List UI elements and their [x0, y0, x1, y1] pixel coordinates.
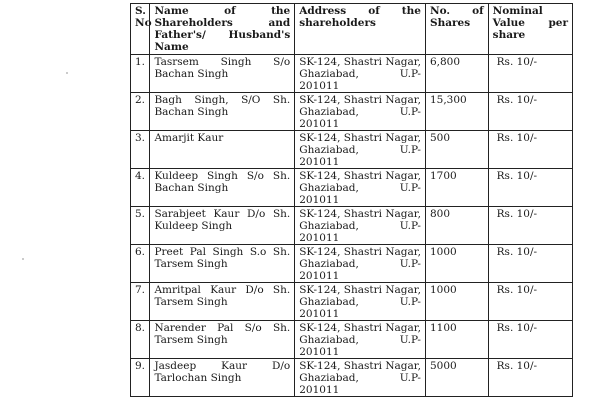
cell-name: Amritpal Kaur D/o Sh. Tarsem Singh	[150, 283, 295, 321]
cell-name: Jasdeep Kaur D/o Tarlochan Singh	[150, 359, 295, 397]
cell-shares: 15,300	[425, 93, 488, 131]
cell-nominal: Rs. 10/-	[488, 93, 572, 131]
header-shares: No. of Shares	[425, 4, 488, 55]
cell-shares: 1700	[425, 169, 488, 207]
table-row	[131, 131, 573, 169]
cell-sno: 3.	[131, 131, 150, 169]
cell-address: SK-124, Shastri Nagar, Ghaziabad, U.P-201011	[295, 169, 426, 207]
cell-address: SK-124, Shastri Nagar, Ghaziabad, U.P-201011	[295, 93, 426, 131]
table-header-row	[131, 4, 573, 55]
cell-sno: 4.	[131, 169, 150, 207]
cell-sno: 8.	[131, 321, 150, 359]
cell-shares: 500	[425, 131, 488, 169]
cell-name: Narender Pal S/o Sh. Tarsem Singh	[150, 321, 295, 359]
cell-nominal: Rs. 10/-	[488, 283, 572, 321]
scan-speck	[22, 258, 24, 260]
cell-name: Sarabjeet Kaur D/o Sh. Kuldeep Singh	[150, 207, 295, 245]
header-nominal: Nominal Value per share	[488, 4, 572, 55]
cell-name: Tasrsem Singh S/o Bachan Singh	[150, 55, 295, 93]
cell-address: SK-124, Shastri Nagar, Ghaziabad, U.P-201011	[295, 321, 426, 359]
cell-address: SK-124, Shastri Nagar, Ghaziabad, U.P-201011	[295, 359, 426, 397]
cell-sno: 6.	[131, 245, 150, 283]
shareholders-table	[130, 3, 573, 397]
cell-name: Preet Pal Singh S.o Sh. Tarsem Singh	[150, 245, 295, 283]
cell-sno: 9.	[131, 359, 150, 397]
table-row	[131, 245, 573, 283]
cell-shares: 1000	[425, 283, 488, 321]
table-row	[131, 207, 573, 245]
cell-shares: 5000	[425, 359, 488, 397]
cell-nominal: Rs. 10/-	[488, 55, 572, 93]
cell-address: SK-124, Shastri Nagar, Ghaziabad, U.P-201011	[295, 207, 426, 245]
cell-address: SK-124, Shastri Nagar, Ghaziabad, U.P-201011	[295, 283, 426, 321]
table-row	[131, 169, 573, 207]
header-address: Address of the shareholders	[295, 4, 426, 55]
table-row	[131, 93, 573, 131]
cell-address: SK-124, Shastri Nagar, Ghaziabad, U.P-201011	[295, 245, 426, 283]
cell-sno: 2.	[131, 93, 150, 131]
table-row	[131, 321, 573, 359]
cell-nominal: Rs. 10/-	[488, 359, 572, 397]
cell-nominal: Rs. 10/-	[488, 207, 572, 245]
cell-shares: 800	[425, 207, 488, 245]
cell-nominal: Rs. 10/-	[488, 131, 572, 169]
header-sno: S. No	[131, 4, 150, 55]
cell-sno: 5.	[131, 207, 150, 245]
table-row	[131, 55, 573, 93]
table-row	[131, 283, 573, 321]
cell-sno: 7.	[131, 283, 150, 321]
cell-nominal: Rs. 10/-	[488, 169, 572, 207]
cell-address: SK-124, Shastri Nagar, Ghaziabad, U.P-201011	[295, 131, 426, 169]
cell-sno: 1.	[131, 55, 150, 93]
cell-shares: 1100	[425, 321, 488, 359]
cell-name: Kuldeep Singh S/o Sh. Bachan Singh	[150, 169, 295, 207]
header-name: Name of the Shareholders and Father's/ Husband's Name	[150, 4, 295, 55]
cell-address: SK-124, Shastri Nagar, Ghaziabad, U.P-201011	[295, 55, 426, 93]
cell-nominal: Rs. 10/-	[488, 321, 572, 359]
cell-shares: 1000	[425, 245, 488, 283]
cell-name: Amarjit Kaur	[150, 131, 295, 169]
table-row	[131, 359, 573, 397]
cell-shares: 6,800	[425, 55, 488, 93]
scan-speck	[66, 72, 68, 74]
cell-name: Bagh Singh, S/O Sh. Bachan Singh	[150, 93, 295, 131]
cell-nominal: Rs. 10/-	[488, 245, 572, 283]
